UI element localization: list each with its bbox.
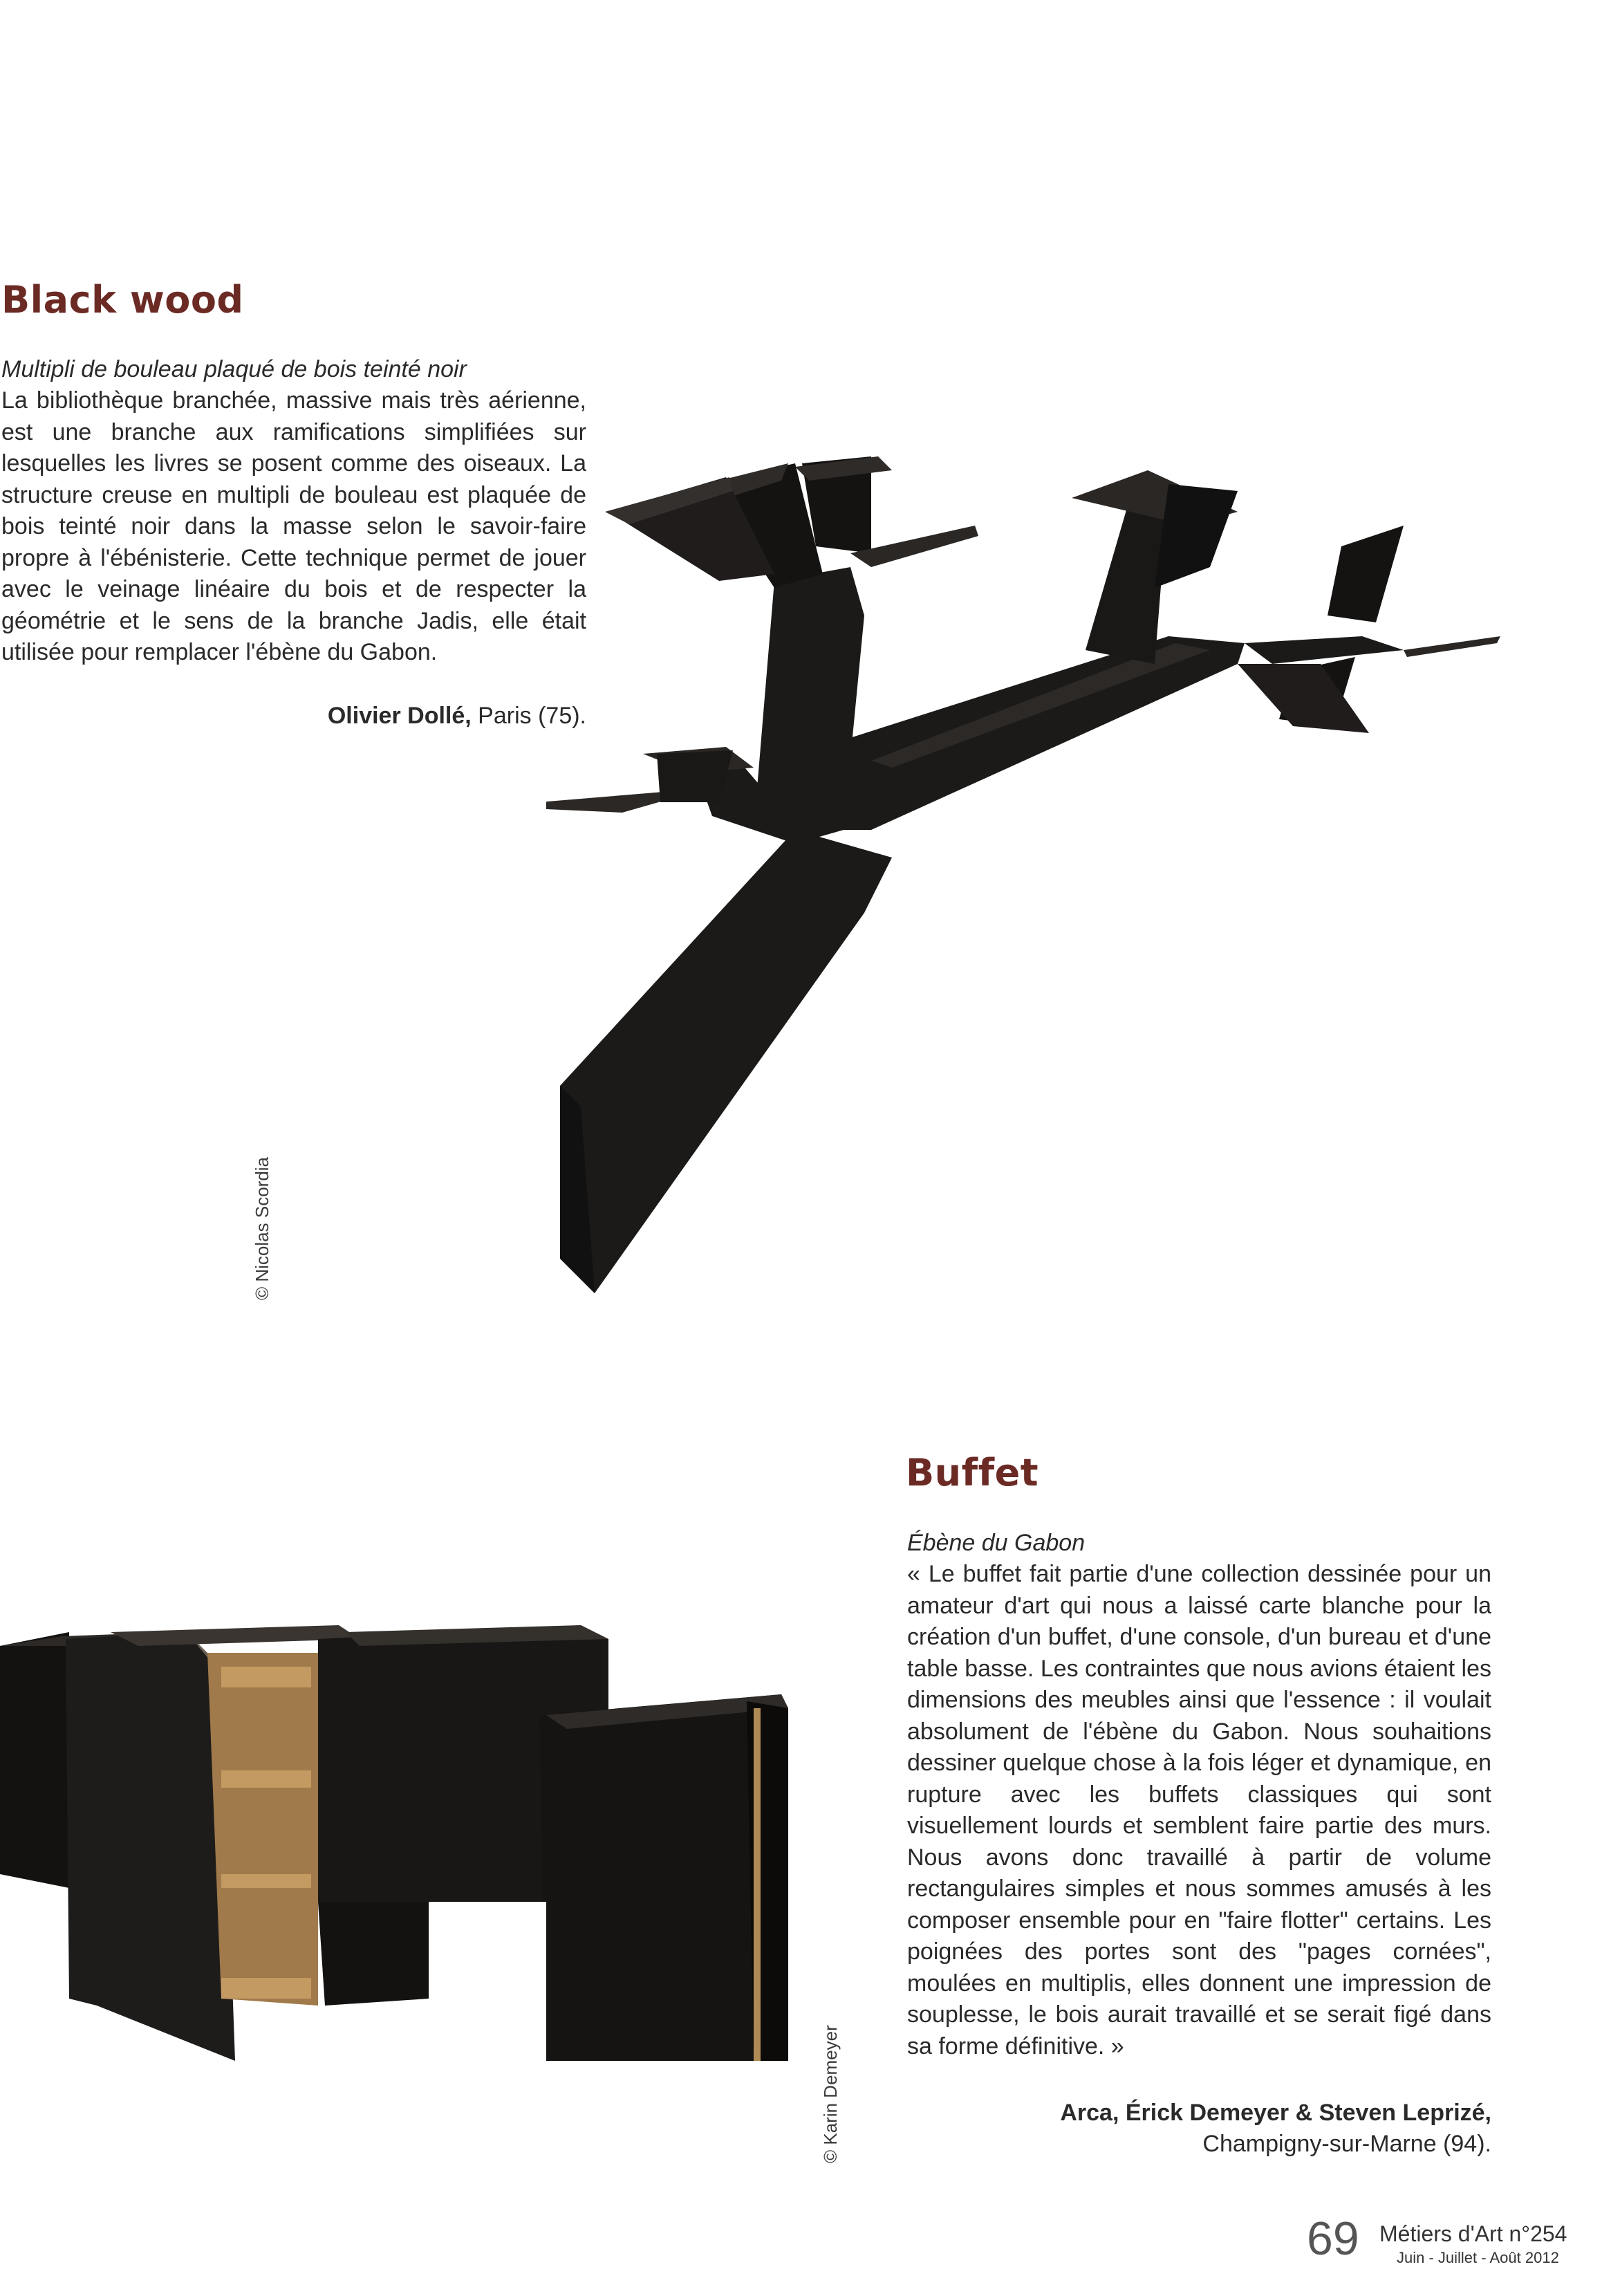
article-2-designer-location: Champigny-sur-Marne (94). (1202, 2131, 1491, 2157)
article-1-material: Multipli de bouleau plaqué de bois teinté noir (1, 356, 467, 382)
footer-page-number: 69 (1307, 2212, 1359, 2265)
article-2-title: Buffet (906, 1451, 1039, 1494)
article-2-designer-credit (907, 2100, 1491, 2158)
black-wood-shelf-image (546, 443, 1500, 1307)
article-1-photo-credit: © Nicolas Scordia (252, 1156, 272, 1300)
article-2-material: Ébène du Gabon (907, 1530, 1086, 1556)
article-1-title: Black wood (1, 278, 244, 322)
article-1-designer-credit (1, 703, 586, 730)
article-1-designer-name: Olivier Dollé, (327, 703, 472, 729)
buffet-image (0, 1611, 795, 2061)
article-2-photo-credit: © Karin Demeyer (820, 2025, 841, 2163)
footer-issue-date: Juin - Juillet - Août 2012 (1397, 2249, 1559, 2266)
article-1-description: La bibliothèque branchée, massive mais très aérienne, est une branche aux ramifications simplifiées sur lesquelles les livres se posent comme des oiseaux. La structure creuse en multipli de bouleau est plaquée de bois teinté noir dans la masse selon le savoir-faire propre à l'ébénisterie. Cette technique permet de jouer avec le veinage linéaire du bois et de respecter la géométrie et le sens de la branche Jadis, elle était utilisée pour remplacer l'ébène du Gabon. (1, 387, 586, 665)
article-2-description: « Le buffet fait partie d'une collection dessinée pour un amateur d'art qui nous a laissé carte blanche pour la création d'un buffet, d'une console, d'un bureau et d'une table basse. Les contraintes que nous avions étaient les dimensions des meubles ainsi que l'essence : il voulait absolument de l'ébène du Gabon. Nous souhaitions dessiner quelque chose à la fois léger et dynamique, en rupture avec les buffets classiques qui sont visuellement lourds et semblent faire partie des murs. Nous avons donc travaillé à partir de volume rectangulaires simples et nous sommes amusés à les composer ensemble pour en "faire flotter" certains. Les poignées des portes sont des "pages cornées", moulées en multiplis, elles donnent une impression de souplesse, le bois aurait travaillé et se serait figé dans sa forme définitive. » (907, 1561, 1491, 2059)
article-1-designer-location: Paris (75). (478, 703, 586, 729)
article-2-designer-name: Arca, Érick Demeyer & Steven Leprizé, (1060, 2100, 1491, 2126)
footer-magazine-title: Métiers d'Art n°254 (1379, 2221, 1567, 2246)
